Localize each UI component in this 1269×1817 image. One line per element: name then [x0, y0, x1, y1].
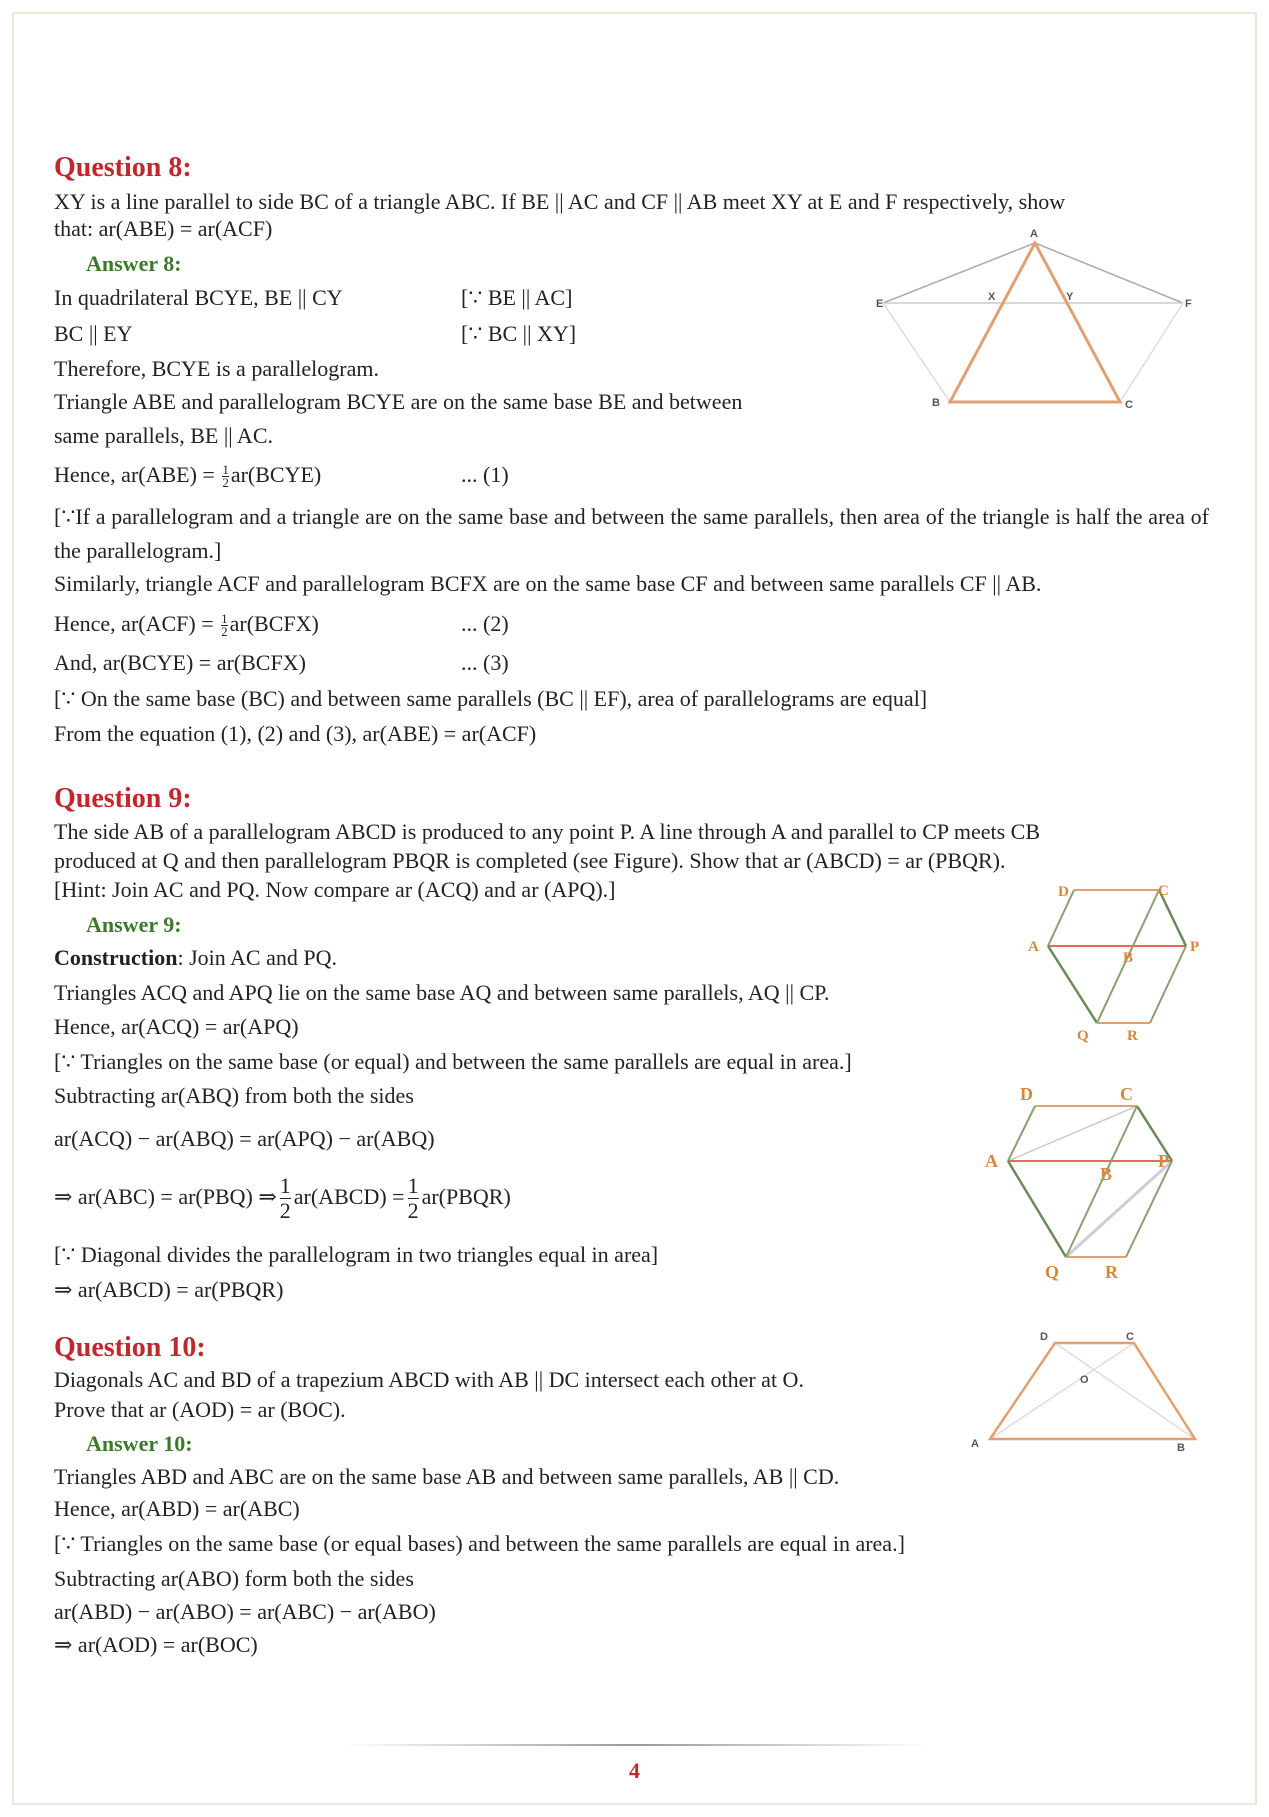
- segment-PR: [1126, 1161, 1172, 1257]
- question-10-text: Diagonals AC and BD of a trapezium ABCD with AB || DC intersect each other at O.: [54, 1367, 804, 1392]
- equation-number: ... (1): [461, 462, 509, 487]
- equation-rhs: ar(BCYE): [230, 462, 322, 487]
- figure-q9-parallelograms-diagonals: [985, 1084, 1172, 1282]
- denominator: 2: [407, 1198, 419, 1224]
- diagonal-BD: [1055, 1343, 1195, 1439]
- label-C: C: [1126, 1331, 1134, 1343]
- label-D: D: [1058, 884, 1069, 900]
- label-B: B: [1123, 950, 1134, 966]
- reason: [∵ BE || AC]: [461, 285, 573, 310]
- label-A: A: [985, 1151, 998, 1171]
- question-9-text: The side AB of a parallelogram ABCD is produced to any point P. A line through A and parallel to CP meets CB: [54, 819, 1041, 844]
- answer-line: ⇒ ar(AOD) = ar(BOC): [54, 1632, 258, 1657]
- figure-q8-triangle: [876, 228, 1192, 411]
- label-B: B: [1177, 1442, 1185, 1454]
- label-X: X: [988, 291, 996, 303]
- answer-line: Hence, ar(ABD) = ar(ABC): [54, 1496, 300, 1521]
- equation-part: ar(ABCD) =: [293, 1184, 405, 1209]
- question-10-text: Prove that ar (AOD) = ar (BOC).: [54, 1397, 346, 1422]
- label-A: A: [1028, 939, 1039, 955]
- segment-AF: [1035, 243, 1183, 303]
- reason: [∵ BC || XY]: [461, 321, 577, 346]
- label-P: P: [1190, 939, 1200, 955]
- diagonal-AC: [990, 1343, 1134, 1439]
- statement: BC || EY: [54, 321, 133, 346]
- label-C: C: [1120, 1084, 1133, 1104]
- label-F: F: [1185, 298, 1192, 310]
- equation-part: ar(PBQR): [421, 1184, 511, 1209]
- footer-divider: [340, 1744, 930, 1746]
- segment-AD: [1008, 1106, 1035, 1161]
- equation-number: ... (3): [461, 650, 509, 675]
- question-9-text: produced at Q and then parallelogram PBQR is completed (see Figure). Show that ar (ABCD) = ar (PBQR).: [54, 848, 1006, 873]
- denominator: 2: [221, 624, 228, 640]
- construction-label: Construction: [54, 945, 178, 970]
- question-8-title: Question 8:: [54, 152, 192, 183]
- denominator: 2: [222, 475, 229, 491]
- label-B: B: [1100, 1164, 1113, 1184]
- trapezium-ABCD: [990, 1343, 1195, 1439]
- answer-line: Subtracting ar(ABO) form both the sides: [54, 1566, 414, 1591]
- label-R: R: [1105, 1262, 1118, 1282]
- answer-line: [∵ On the same base (BC) and between same parallels (BC || EF), area of parallelograms are equal]: [54, 686, 928, 711]
- answer-10-title: Answer 10:: [86, 1431, 193, 1456]
- figure-q10-trapezium: [971, 1331, 1195, 1454]
- label-P: P: [1158, 1151, 1169, 1171]
- answer-line: same parallels, BE || AC.: [54, 423, 273, 448]
- segment-AC: [1008, 1106, 1137, 1161]
- numerator: 1: [279, 1173, 291, 1199]
- answer-line: [∵ Diagonal divides the parallelogram in two triangles equal in area]: [54, 1242, 659, 1267]
- segment-FC: [1120, 303, 1183, 402]
- answer-line: ⇒ ar(ABCD) = ar(PBQR): [54, 1277, 284, 1302]
- segment-EB: [883, 303, 950, 402]
- question-9-title: Question 9:: [54, 783, 192, 814]
- answer-line: Subtracting ar(ABQ) from both the sides: [54, 1083, 414, 1108]
- label-B: B: [932, 397, 940, 409]
- question-10-title: Question 10:: [54, 1332, 206, 1363]
- label-Q: Q: [1045, 1262, 1060, 1282]
- answer-line: Therefore, BCYE is a parallelogram.: [54, 356, 379, 381]
- answer-line: Triangles ACQ and APQ lie on the same base AQ and between same parallels, AQ || CP.: [54, 980, 830, 1005]
- answer-line: ar(ABD) − ar(ABO) = ar(ABC) − ar(ABO): [54, 1599, 436, 1624]
- page-number: 4: [629, 1758, 640, 1783]
- label-O: O: [1080, 1374, 1089, 1386]
- question-8-text: XY is a line parallel to side BC of a triangle ABC. If BE || AC and CF || AB meet XY at E and F respectively, show: [54, 189, 1066, 214]
- question-8-text: that: ar(ABE) = ar(ACF): [54, 216, 273, 241]
- answer-line: [∵ Triangles on the same base (or equal) and between the same parallels are equal in area.]: [54, 1049, 852, 1074]
- label-C: C: [1125, 399, 1133, 411]
- segment-AQ: [1048, 946, 1097, 1023]
- question-9-hint: [Hint: Join AC and PQ. Now compare ar (ACQ) and ar (APQ).]: [54, 877, 616, 902]
- label-D: D: [1040, 1331, 1048, 1343]
- numerator: 1: [221, 611, 228, 627]
- answer-8-title: Answer 8:: [86, 251, 182, 276]
- construction-text: : Join AC and PQ.: [177, 945, 337, 970]
- segment-AE: [883, 243, 1035, 303]
- answer-9-title: Answer 9:: [86, 912, 182, 937]
- label-A: A: [1030, 228, 1038, 240]
- numerator: 1: [222, 462, 229, 478]
- label-R: R: [1127, 1028, 1138, 1044]
- equation-rhs: ar(BCFX): [229, 611, 319, 636]
- answer-line: Triangle ABE and parallelogram BCYE are on the same base BE and between: [54, 389, 743, 414]
- answer-line: [∵ Triangles on the same base (or equal bases) and between the same parallels are equal in area.]: [54, 1531, 905, 1556]
- segment-AQ: [1008, 1161, 1066, 1257]
- segment-PR: [1150, 946, 1186, 1023]
- equation-lhs: Hence, ar(ACF) =: [54, 611, 220, 636]
- reason-paragraph: [∵If a parallelogram and a triangle are on the same base and between the same parallels, then area of the triangle is half the area of the parallelogram.]: [54, 504, 1209, 563]
- label-A: A: [971, 1438, 979, 1450]
- equation-part: ⇒ ar(ABC) = ar(PBQ) ⇒: [54, 1184, 277, 1209]
- answer-line: Hence, ar(ACQ) = ar(APQ): [54, 1014, 299, 1039]
- label-Y: Y: [1066, 291, 1074, 303]
- label-Q: Q: [1077, 1028, 1089, 1044]
- statement: In quadrilateral BCYE, BE || CY: [54, 285, 343, 310]
- answer-line: Triangles ABD and ABC are on the same base AB and between same parallels, AB || CD.: [54, 1464, 840, 1489]
- figure-q9-parallelograms: [1028, 883, 1199, 1044]
- segment-QP: [1066, 1161, 1172, 1257]
- denominator: 2: [279, 1198, 291, 1224]
- answer-line: ar(ACQ) − ar(ABQ) = ar(APQ) − ar(ABQ): [54, 1126, 435, 1151]
- label-D: D: [1020, 1084, 1033, 1104]
- equation-number: ... (2): [461, 611, 509, 636]
- label-C: C: [1158, 883, 1169, 899]
- equation-lhs: Hence, ar(ABE) =: [54, 462, 221, 487]
- numerator: 1: [407, 1173, 419, 1199]
- answer-line: From the equation (1), (2) and (3), ar(ABE) = ar(ACF): [54, 721, 537, 746]
- answer-line: Similarly, triangle ACF and parallelogram BCFX are on the same base CF and between same parallels CF || AB.: [54, 571, 1042, 596]
- equation: And, ar(BCYE) = ar(BCFX): [54, 650, 306, 675]
- label-E: E: [876, 298, 884, 310]
